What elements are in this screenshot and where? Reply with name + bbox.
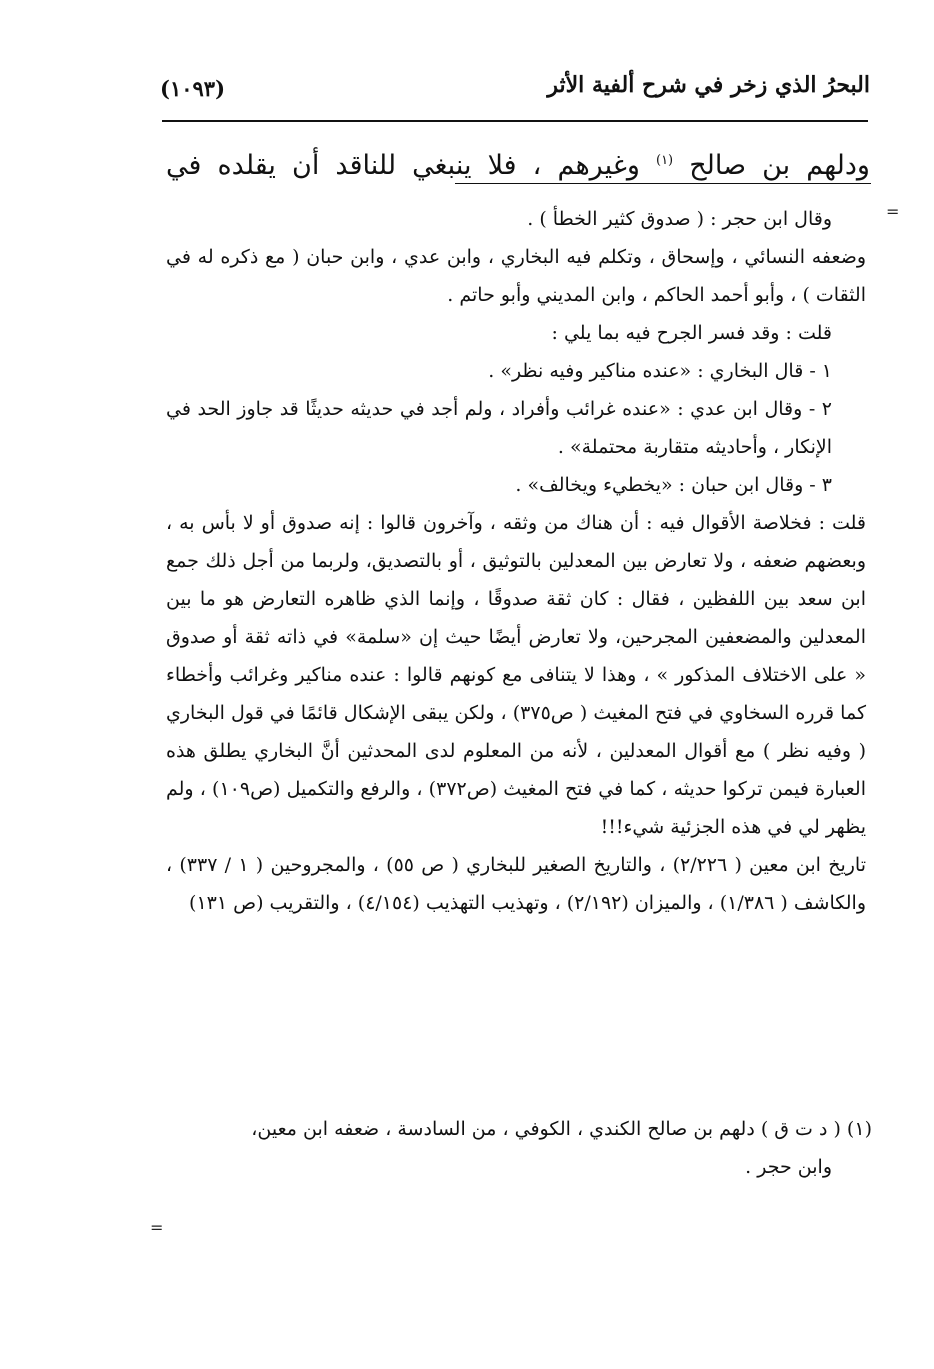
- page-number: (١٠٩٣): [160, 76, 225, 101]
- carry-over-line: [166, 138, 870, 189]
- margin-mark-top: =: [886, 202, 900, 221]
- footnote-line-2: وابن حجر .: [745, 1156, 832, 1178]
- paragraph-qultu-intro: قلت : وقد فسر الجرح فيه بما يلي :: [551, 322, 832, 344]
- paragraph-summary: قلت : فخلاصة الأقوال فيه : أن هناك من وثقه ، وآخرون قالوا : إنه صدوق أو لا بأس به ، وبعضهم ضعفه ، ولا تعارض بين المعدلين بالتوثيق ، أو بالتصديق، ولربما من أجل ذلك جمع ابن سعد بين اللفظين ، فقال : كان ثقة صدوقًا ، وإنما الذي ظاهره التعارض هو ما بين المعدلين والمضعفين المجرحين، ولا تعارض أيضًا حيث إن «سلمة» في ذاته ثقة أو صدوق « على الاختلاف المذكور » ، وهذا لا يتنافى مع كونهم قالوا : عنده مناكير وغرائب وأخطاء كما قرره السخاوي في فتح المغيث ( ص٣٧٥) ، ولكن يبقى الإشكال قائمًا في قول البخاري ( وفيه نظر ) مع أقوال المعدلين ، لأنه من المعلوم لدى المحدثين أنَّ البخاري يطلق هذه العبارة فيمن تركوا حديثه ، كما في فتح المغيث (ص٣٧٢) ، والرفع والتكميل (ص١٠٩) ، ولم يظهر لي في هذه الجزئية شيء!!!: [166, 512, 866, 838]
- header-rule: [162, 120, 868, 122]
- list-item-ibn-adi: ٢ - وقال ابن عدي : «عنده غرائب وأفراد ، ولم أجد في حديثه حديثًا قد جاوز الحد في الإنكار ، وأحاديثه متقاربة محتملة» .: [166, 398, 832, 458]
- running-title: البحرُ الذي زخر في شرح ألفية الأثر: [547, 72, 870, 98]
- paragraph-sources: تاريخ ابن معين ( ٢/٢٢٦) ، والتاريخ الصغير للبخاري ( ص ٥٥) ، والمجروحين ( ١ / ٣٣٧) ، والكاشف ( ١/٣٨٦) ، والميزان (٢/١٩٢) ، وتهذيب التهذيب (٤/١٥٤) ، والتقريب (ص ١٣١): [166, 854, 867, 914]
- list-item-bukhari: ١ - قال البخاري : «عنده مناكير وفيه نظر» .: [488, 360, 832, 382]
- footnote-separator-rule: [455, 183, 871, 184]
- main-text: [166, 200, 866, 922]
- footnote-line-1: (١) ( د ت ق ) دلهم بن صالح الكندي ، الكوفي ، من السادسة ، ضعفه ابن معين،: [251, 1118, 872, 1140]
- paragraph-ibn-hajar: وقال ابن حجر : ( صدوق كثير الخطأ ) .: [527, 208, 832, 230]
- margin-mark-bottom: =: [150, 1218, 164, 1237]
- list-item-ibn-hibban: ٣ - وقال ابن حبان : «يخطيء ويخالف» .: [515, 474, 832, 496]
- carry-line-start: ودلهم بن صالح: [689, 150, 870, 181]
- carry-line-end: وغيرهم ، فلا ينبغي للناقد أن يقلده في: [166, 150, 640, 181]
- paragraph-weakeners: وضعفه النسائي ، وإسحاق ، وتكلم فيه البخاري ، وابن عدي ، وابن حبان ( مع ذكره له في الثقات ) ، وأبو أحمد الحاكم ، وابن المديني وأبو حاتم .: [166, 246, 866, 306]
- page-header: [160, 66, 870, 116]
- footnote-reference: (١): [655, 153, 674, 168]
- footnote: [162, 1110, 872, 1186]
